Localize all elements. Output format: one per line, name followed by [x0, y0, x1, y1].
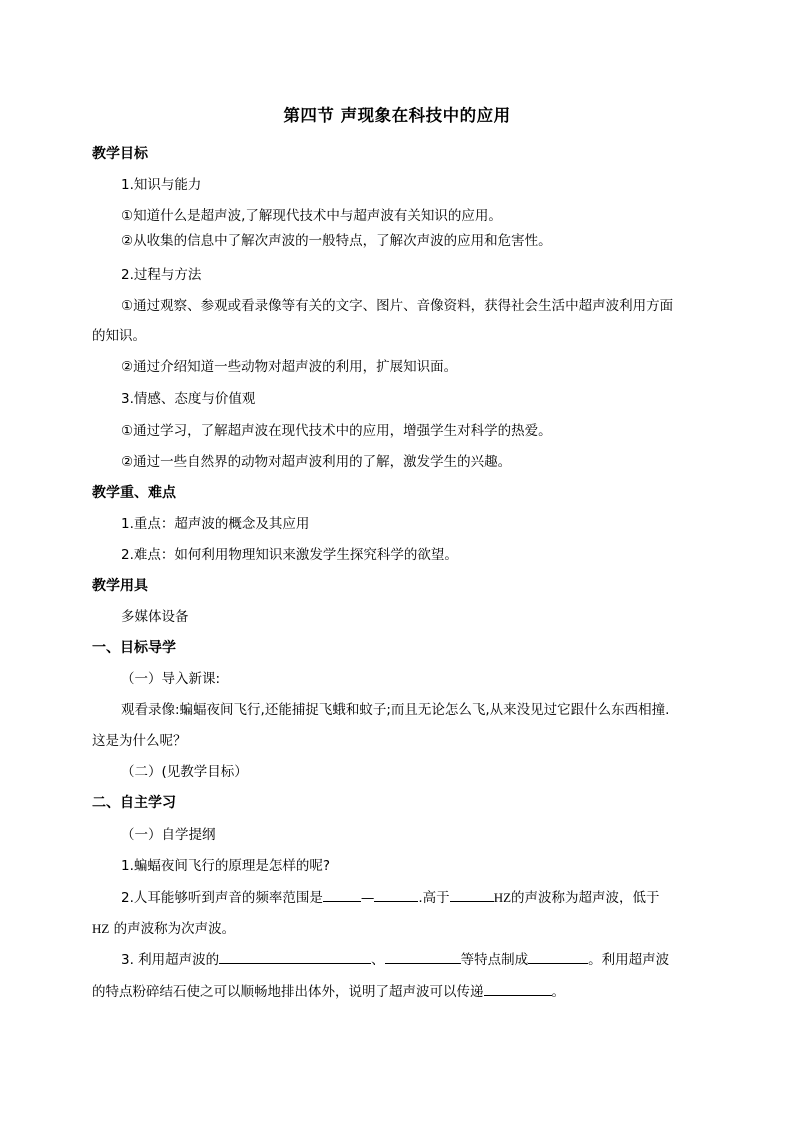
question-2-line2: [92, 919, 235, 939]
fill-blank[interactable]: [374, 888, 418, 902]
heading-section-1: 一、目标导学: [92, 640, 176, 656]
question-3-text-c: 等特点制成: [460, 952, 529, 968]
objective-3-a: ①通过学习，了解超声波在现代技术中的应用，增强学生对科学的热爱。: [121, 423, 552, 439]
question-2-text-e: 的声波称为超声波，低于: [511, 890, 660, 906]
tools-text: 多媒体设备: [121, 609, 189, 625]
question-3-line2: [92, 982, 565, 1002]
fill-blank[interactable]: [484, 982, 552, 996]
fill-blank[interactable]: [450, 888, 494, 902]
question-2-text-f: 的声波称为次声波。: [113, 921, 236, 937]
question-3-text-f: 。: [551, 984, 565, 1000]
fill-blank[interactable]: [323, 888, 361, 902]
heading-tools: 教学用具: [92, 578, 148, 594]
question-2-text-c: .高于: [418, 890, 450, 906]
heading-section-2: 二、自主学习: [92, 795, 176, 811]
question-3-text-a: 3. 利用超声波的: [121, 952, 220, 968]
page-title: 第四节 声现象在科技中的应用: [283, 106, 511, 125]
objective-3-heading: 3.情感、态度与价值观: [121, 391, 256, 407]
objective-2-a-line1: ①通过观察、参观或看录像等有关的文字、图片、音像资料，获得社会生活中超声波利用方面: [121, 298, 674, 314]
fill-blank[interactable]: [528, 950, 588, 964]
question-3-text-d: 。利用超声波: [588, 952, 670, 968]
key-point-2: 2.难点：如何利用物理知识来激发学生探究科学的欲望。: [121, 547, 458, 563]
objective-1-heading: 1.知识与能力: [121, 177, 202, 193]
question-3-text-e: 的特点粉碎结石使之可以顺畅地排出体外，说明了超声波可以传递: [92, 984, 484, 1000]
heading-objectives: 教学目标: [92, 146, 148, 162]
question-1: 1.蝙蝠夜间飞行的原理是怎样的呢?: [121, 858, 331, 874]
objective-3-b: ②通过一些自然界的动物对超声波利用的了解，激发学生的兴趣。: [121, 454, 512, 470]
section-1-paragraph-line2: 这是为什么呢？: [92, 733, 187, 749]
objective-2-a-line2: 的知识。: [92, 328, 146, 344]
question-2-line1: [121, 888, 660, 908]
fill-blank[interactable]: [385, 950, 461, 964]
key-point-1: 1.重点：超声波的概念及其应用: [121, 516, 310, 532]
section-2-item-1: （一）自学提纲: [121, 827, 216, 843]
question-2-unit-2: HZ: [92, 921, 110, 936]
question-3-line1: [121, 950, 669, 970]
section-1-item-2: （二）(见教学目标）: [121, 764, 248, 780]
section-1-paragraph-line1: 观看录像:蝙蝠夜间飞行,还能捕捉飞蛾和蚊子;而且无论怎么飞,从来没见过它跟什么东西相撞.: [121, 702, 670, 718]
question-3-text-b: 、: [371, 952, 385, 968]
objective-2-heading: 2.过程与方法: [121, 267, 202, 283]
question-2-text-a: 2.人耳能够听到声音的频率范围是: [121, 890, 323, 906]
heading-key-points: 教学重、难点: [92, 485, 176, 501]
section-1-item-1: （一）导入新课:: [121, 671, 221, 687]
fill-blank[interactable]: [219, 950, 371, 964]
objective-2-b: ②通过介绍知道一些动物对超声波的利用，扩展知识面。: [121, 359, 458, 375]
objective-1-a: ①知道什么是超声波,了解现代技术中与超声波有关知识的应用。: [121, 208, 502, 224]
objective-1-b: ②从收集的信息中了解次声波的一般特点，了解次声波的应用和危害性。: [121, 233, 552, 249]
question-2-unit: HZ: [493, 890, 512, 905]
question-2-dash: —: [360, 890, 375, 906]
